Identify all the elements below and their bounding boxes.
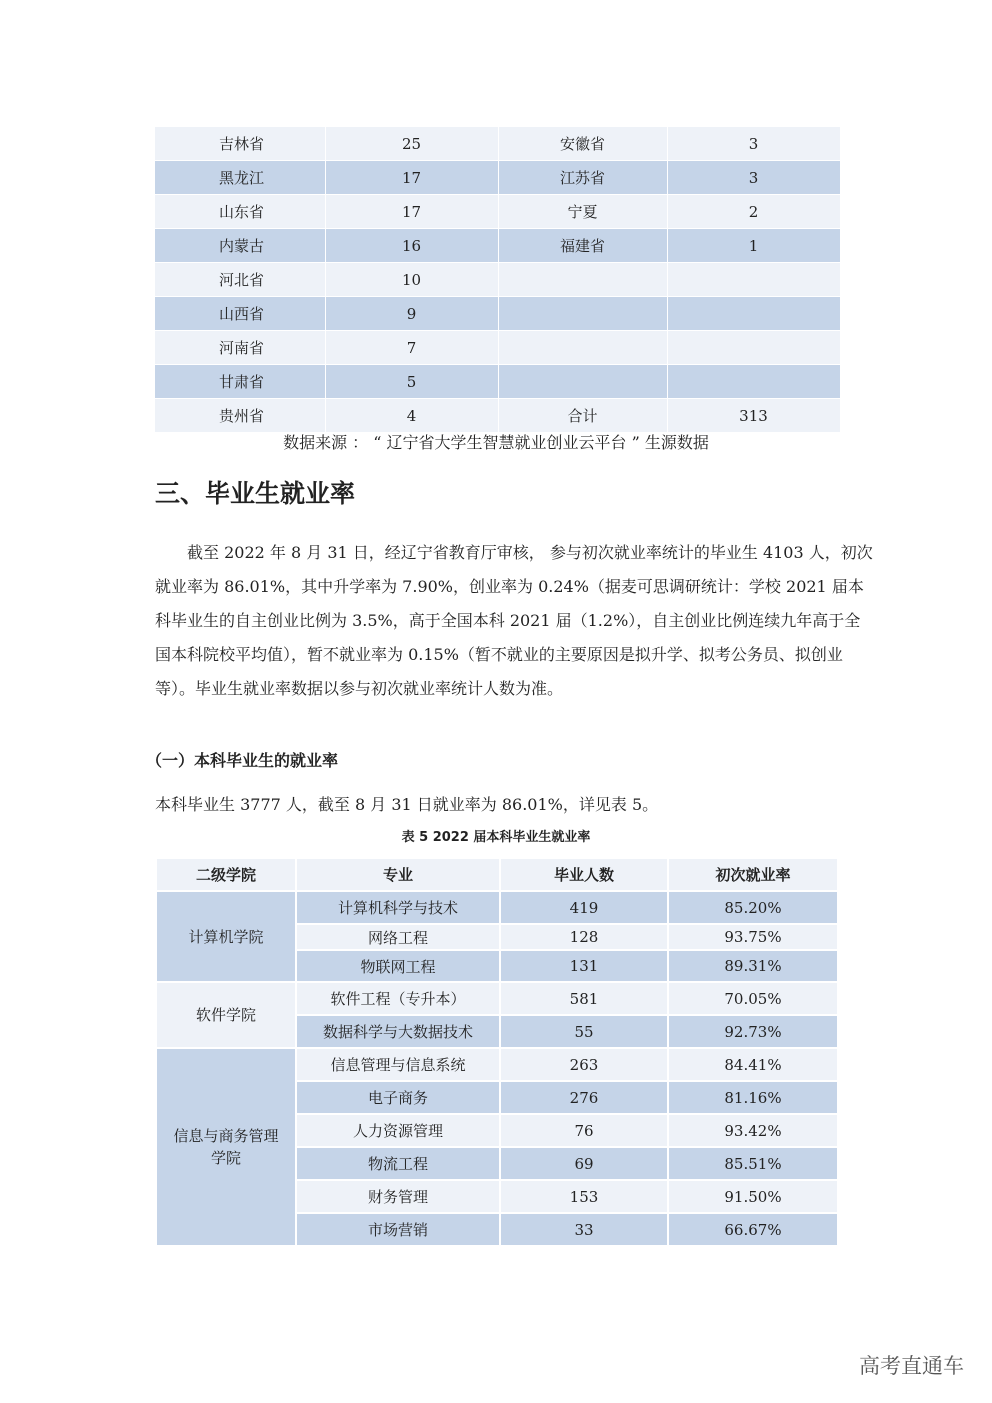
province-count: 10 [325, 263, 498, 297]
province-count-2 [667, 331, 840, 365]
province-count: 9 [325, 297, 498, 331]
province-name-2: 福建省 [498, 229, 667, 263]
source-suffix: 生源数据 [639, 433, 709, 452]
graduate-count: 581 [500, 982, 668, 1015]
major-name: 网络工程 [296, 924, 500, 950]
major-name: 电子商务 [296, 1081, 500, 1114]
province-count: 7 [325, 331, 498, 365]
origin-row [155, 263, 840, 297]
province-name: 吉林省 [155, 127, 325, 161]
province-name-2: 合计 [498, 399, 667, 433]
source-prefix: 数据来源 ： [283, 433, 374, 452]
subheading: （一）本科毕业生的就业率 [146, 751, 339, 770]
province-name: 甘肃省 [155, 365, 325, 399]
province-count-2: 2 [667, 195, 840, 229]
employment-rate: 89.31% [668, 950, 838, 982]
province-count: 5 [325, 365, 498, 399]
origin-row [155, 399, 840, 433]
major-name: 计算机科学与技术 [296, 891, 500, 924]
origin-row [155, 127, 840, 161]
header-major: 专业 [296, 858, 500, 891]
graduate-count: 419 [500, 891, 668, 924]
graduate-count: 276 [500, 1081, 668, 1114]
province-count-2: 313 [667, 399, 840, 433]
province-name: 山东省 [155, 195, 325, 229]
major-name: 人力资源管理 [296, 1114, 500, 1147]
source-quote-close: ” [631, 433, 640, 452]
origin-table [155, 127, 841, 432]
graduate-count: 76 [500, 1114, 668, 1147]
watermark: 高考直通车 [859, 1354, 964, 1378]
province-count-2 [667, 297, 840, 331]
origin-row [155, 229, 840, 263]
province-name: 山西省 [155, 297, 325, 331]
employment-rate: 85.20% [668, 891, 838, 924]
province-count: 17 [325, 161, 498, 195]
employment-rate: 91.50% [668, 1180, 838, 1213]
college-name: 软件学院 [156, 982, 296, 1048]
header-rate: 初次就业率 [668, 858, 838, 891]
graduate-count: 69 [500, 1147, 668, 1180]
province-name: 黑龙江 [155, 161, 325, 195]
province-name: 河南省 [155, 331, 325, 365]
graduate-count: 128 [500, 924, 668, 950]
major-name: 物流工程 [296, 1147, 500, 1180]
province-count: 25 [325, 127, 498, 161]
employment-rate: 81.16% [668, 1081, 838, 1114]
college-name-line: 信息与商务管理 [173, 1127, 279, 1145]
province-count: 17 [325, 195, 498, 229]
major-name: 市场营销 [296, 1213, 500, 1246]
table-row [156, 1048, 838, 1081]
section-heading: 三、毕业生就业率 [155, 479, 356, 508]
college-name: 计算机学院 [156, 891, 296, 982]
employment-rate: 84.41% [668, 1048, 838, 1081]
table5-caption: 表 5 2022 届本科毕业生就业率 [401, 830, 591, 845]
province-name-2: 宁夏 [498, 195, 667, 229]
employment-rate: 93.75% [668, 924, 838, 950]
major-name: 物联网工程 [296, 950, 500, 982]
source-platform: 辽宁省大学生智慧就业创业云平台 [381, 433, 632, 452]
province-name: 内蒙古 [155, 229, 325, 263]
province-name-2: 安徽省 [498, 127, 667, 161]
origin-row [155, 297, 840, 331]
province-count: 16 [325, 229, 498, 263]
province-count-2: 3 [667, 161, 840, 195]
origin-row [155, 365, 840, 399]
header-count: 毕业人数 [500, 858, 668, 891]
intro-paragraph: 截至 2022 年 8 月 31 日，经辽宁省教育厅审核， 参与初次就业率统计的毕业生 4103 人，初次就业率为 86.01%，其中升学率为 7.90%，创业率为 0.24%（据麦可思调研统计：学校 2021 届本科毕业生的自主创业比例为 3.5%，高于全国本科 2021 届（1.2%），自主创业比例连续九年高于全国本科院校平均值），暂不就业率为 0.15%（暂不就业的主要原因是拟升学、拟考公务员、拟创业等）。毕业生就业率数据以参与初次就业率统计人数为准。 [155, 543, 873, 698]
origin-row [155, 331, 840, 365]
province-count: 4 [325, 399, 498, 433]
employment-rate: 85.51% [668, 1147, 838, 1180]
province-name-2 [498, 365, 667, 399]
province-name-2 [498, 331, 667, 365]
major-name: 软件工程（专升本） [296, 982, 500, 1015]
province-count-2 [667, 365, 840, 399]
province-count-2: 1 [667, 229, 840, 263]
province-count-2: 3 [667, 127, 840, 161]
province-name-2 [498, 263, 667, 297]
graduate-count: 33 [500, 1213, 668, 1246]
province-count-2 [667, 263, 840, 297]
graduate-count: 131 [500, 950, 668, 982]
origin-row [155, 161, 840, 195]
sub-paragraph: 本科毕业生 3777 人，截至 8 月 31 日就业率为 86.01%，详见表 5。 [155, 795, 659, 814]
major-name: 数据科学与大数据技术 [296, 1015, 500, 1048]
province-name: 贵州省 [155, 399, 325, 433]
employment-rate: 66.67% [668, 1213, 838, 1246]
table5-header-row [156, 858, 838, 891]
province-name-2 [498, 297, 667, 331]
college-name [156, 1048, 296, 1246]
employment-rate: 70.05% [668, 982, 838, 1015]
employment-rate-table [155, 857, 839, 1247]
header-college: 二级学院 [156, 858, 296, 891]
major-name: 信息管理与信息系统 [296, 1048, 500, 1081]
employment-rate: 92.73% [668, 1015, 838, 1048]
source-quote-open: “ [373, 433, 382, 452]
province-name-2: 江苏省 [498, 161, 667, 195]
employment-rate: 93.42% [668, 1114, 838, 1147]
origin-row [155, 195, 840, 229]
source-note [155, 430, 837, 453]
major-name: 财务管理 [296, 1180, 500, 1213]
table-row [156, 891, 838, 924]
graduate-count: 153 [500, 1180, 668, 1213]
graduate-count: 55 [500, 1015, 668, 1048]
college-name-line: 学院 [210, 1149, 241, 1167]
graduate-count: 263 [500, 1048, 668, 1081]
province-name: 河北省 [155, 263, 325, 297]
table-row [156, 982, 838, 1015]
